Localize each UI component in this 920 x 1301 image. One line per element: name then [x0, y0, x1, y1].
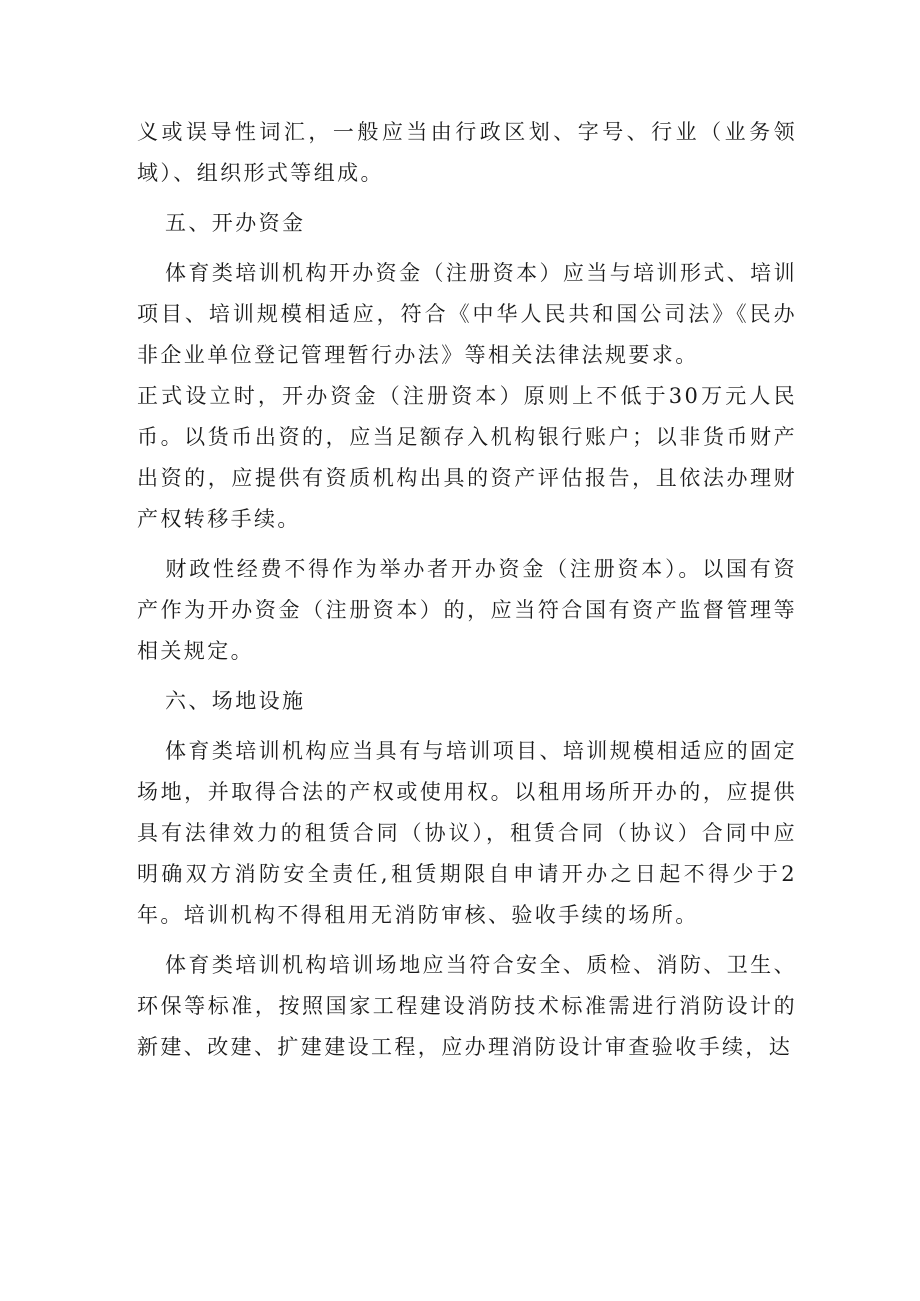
paragraph-venue-requirement: 体育类培训机构应当具有与培训项目、培训规模相适应的固定场地，并取得合法的产权或使用权。以租用场所开办的，应提供具有法律效力的租赁合同（协议），租赁合同（协议）合同中应明确双方消防安全责任,租赁期限自申请开办之日起不得少于2年。培训机构不得租用无消防审核、验收手续的场所。 [137, 739, 797, 927]
paragraph-fiscal-funds: 财政性经费不得作为举办者开办资金（注册资本）。以国有资产作为开办资金（注册资本）的，应当符合国有资产监督管理等相关规定。 [137, 557, 797, 663]
paragraph-startup-funds-requirement: 体育类培训机构开办资金（注册资本）应当与培训形式、培训项目、培训规模相适应，符合《中华人民共和国公司法》《民办非企业单位登记管理暂行办法》等相关法律法规要求。 [137, 261, 797, 367]
paragraph-name-rules-continued: 义或误导性词汇，一般应当由行政区划、字号、行业（业务领域）、组织形式等组成。 [137, 120, 797, 185]
section-heading-startup-funds: 五、开办资金 [165, 211, 306, 235]
section-heading-venue-facilities: 六、场地设施 [165, 689, 306, 713]
paragraph-venue-safety-standards: 体育类培训机构培训场地应当符合安全、质检、消防、卫生、环保等标准，按照国家工程建设消防技术标准需进行消防设计的新建、改建、扩建建设工程，应办理消防设计审查验收手续，达 [137, 953, 797, 1059]
document-body [137, 112, 797, 1068]
paragraph-minimum-capital: 正式设立时，开办资金（注册资本）原则上不低于30万元人民币。以货币出资的，应当足额存入机构银行账户；以非货币财产出资的，应提供有资质机构出具的资产评估报告，且依法办理财产权转移手续。 [137, 384, 797, 531]
